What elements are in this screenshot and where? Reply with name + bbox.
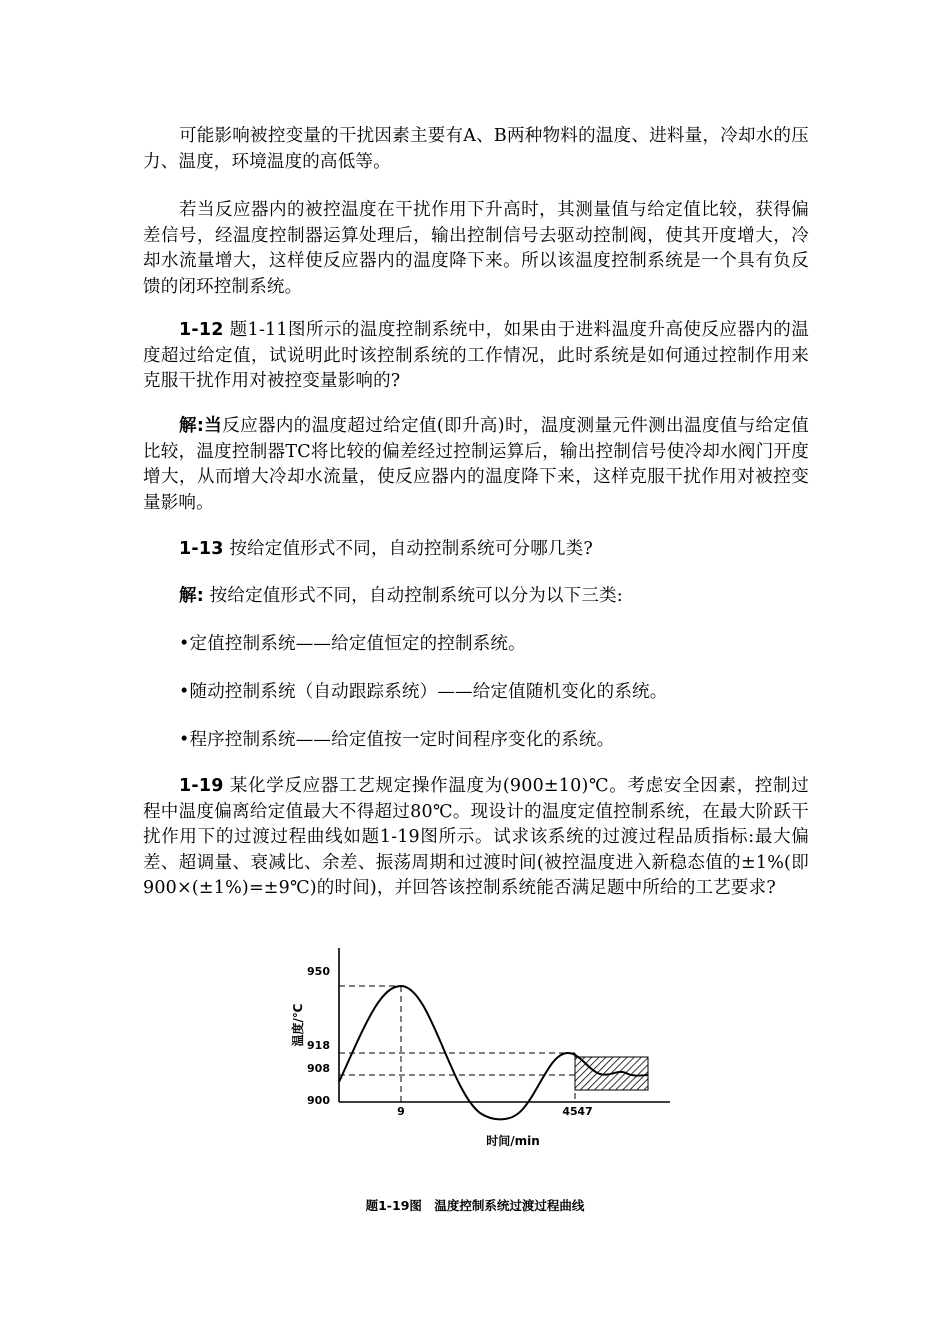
bullet-program <box>143 728 809 754</box>
y-tick-900: 900 <box>307 1094 330 1107</box>
x-tick-45: 45 <box>562 1105 578 1118</box>
transient-response-chart <box>270 940 690 1160</box>
question-text: 题1-11图所示的温度控制系统中，如果由于进料温度升高使反应器内的温度超过给定值，试说明此时该控制系统的工作情况，此时系统是如何通过控制作用来克服干扰作用对被控变量影响的? <box>143 320 809 391</box>
question-text: 按给定值形式不同，自动控制系统可分哪几类? <box>223 539 593 559</box>
question-1-19 <box>143 774 809 902</box>
paragraph-negative-feedback <box>143 198 809 300</box>
x-tick-47: 47 <box>577 1105 593 1118</box>
question-1-13 <box>143 537 809 563</box>
bullet-text: •定值控制系统——给定值恒定的控制系统。 <box>179 634 526 654</box>
y-tick-950: 950 <box>307 965 330 978</box>
y-tick-918: 918 <box>307 1039 330 1052</box>
answer-1-13 <box>143 584 809 610</box>
transient-response-figure <box>270 940 690 1160</box>
question-text: 某化学反应器工艺规定操作温度为(900±10)℃。考虑安全因素，控制过程中温度偏离给定值最大不得超过80℃。现设计的温度定值控制系统，在最大阶跃干扰作用下的过渡过程曲线如题1-19图所示。试求该系统的过渡过程品质指标:最大偏差、超调量、衰减比、余差、振荡周期和过渡时间(被控温度进入新稳态值的±1%(即900×(±1%)=±9℃)的时间)，并回答该控制系统能否满足题中所给的工艺要求? <box>143 776 809 898</box>
question-number: 1-13 <box>179 539 224 559</box>
y-axis-label: 温度/℃ <box>291 1003 305 1047</box>
paragraph-text: 若当反应器内的被控温度在干扰作用下升高时，其测量值与给定值比较，获得偏差信号，经温度控制器运算处理后，输出控制信号去驱动控制阀，使其开度增大，冷却水流量增大，这样使反应器内的温度降下来。所以该温度控制系统是一个具有负反馈的闭环控制系统。 <box>143 200 809 297</box>
answer-text: 按给定值形式不同，自动控制系统可以分为以下三类: <box>203 586 623 606</box>
y-tick-908: 908 <box>307 1062 330 1075</box>
bullet-fixed-setpoint <box>143 632 809 658</box>
answer-label: 解:当 <box>179 416 223 436</box>
question-number: 1-19 <box>179 776 224 796</box>
question-1-12 <box>143 318 809 395</box>
answer-label: 解: <box>179 586 204 606</box>
answer-1-12 <box>143 414 809 516</box>
answer-text: 反应器内的温度超过给定值(即升高)时，温度测量元件测出温度值与给定值比较，温度控制器TC将比较的偏差经过控制运算后，输出控制信号使冷却水阀门开度增大，从而增大冷却水流量，使反应器内的温度降下来，这样克服干扰作用对被控变量影响。 <box>143 416 809 513</box>
x-axis-label: 时间/min <box>486 1134 540 1148</box>
figure-caption: 题1-19图 温度控制系统过渡过程曲线 <box>365 1198 585 1213</box>
bullet-text: •随动控制系统（自动跟踪系统）——给定值随机变化的系统。 <box>179 682 668 702</box>
paragraph-disturbance-factors <box>143 124 809 175</box>
question-number: 1-12 <box>179 320 224 340</box>
bullet-follow-up <box>143 680 809 706</box>
paragraph-text: 可能影响被控变量的干扰因素主要有A、B两种物料的温度、进料量，冷却水的压力、温度，环境温度的高低等。 <box>143 126 809 172</box>
x-tick-9: 9 <box>397 1105 405 1118</box>
bullet-text: •程序控制系统——给定值按一定时间程序变化的系统。 <box>179 730 615 750</box>
